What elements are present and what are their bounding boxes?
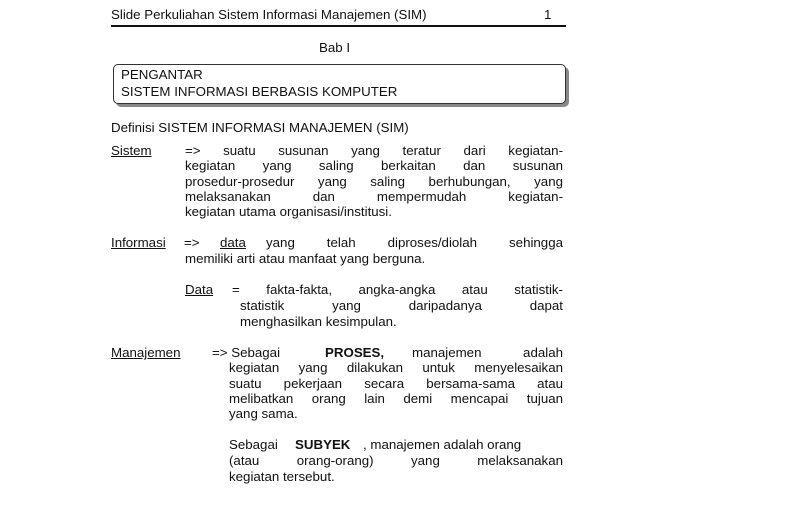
manajemen-line1-post: manajemen adalah <box>412 345 563 360</box>
data-line: statistik yang daripadanya dapat <box>240 298 563 313</box>
manajemen-proses: PROSES, <box>325 345 385 360</box>
term-data: Data <box>185 282 214 297</box>
data-line: = fakta-fakta, angka-angka atau statistik- <box>232 282 563 297</box>
manajemen-line: yang sama. <box>229 406 298 421</box>
term-informasi: Informasi <box>111 235 166 250</box>
term-sistem: Sistem <box>111 143 152 158</box>
manajemen-p2-line1-post: , manajemen adalah orang <box>363 437 522 452</box>
sistem-line: melaksanakan dan mempermudah kegiatan- <box>185 189 563 204</box>
box-line-1: PENGANTAR <box>121 67 203 82</box>
manajemen-p2-pre: Sebagai <box>229 437 278 452</box>
header-rule <box>111 25 566 27</box>
sistem-line: kegiatan utama organisasi/institusi. <box>185 204 392 219</box>
box-line-2: SISTEM INFORMASI BERBASIS KOMPUTER <box>121 84 398 99</box>
chapter-label: Bab I <box>319 40 351 55</box>
manajemen-line: kegiatan yang dilakukan untuk menyelesaikan <box>229 360 563 375</box>
sistem-line: prosedur-prosedur yang saling berhubungan, yang <box>185 174 563 189</box>
manajemen-line: kegiatan tersebut. <box>229 469 335 484</box>
manajemen-subyek: SUBYEK <box>295 437 351 452</box>
informasi-arrow: => <box>184 235 200 250</box>
informasi-line: memiliki arti atau manfaat yang berguna. <box>185 251 426 266</box>
header-title: Slide Perkuliahan Sistem Informasi Manajemen (SIM) <box>111 7 427 22</box>
term-manajemen: Manajemen <box>111 345 181 360</box>
page-number: 1 <box>544 7 552 22</box>
informasi-line: yang telah diproses/diolah sehingga <box>266 235 563 250</box>
manajemen-line: suatu pekerjaan secara bersama-sama atau <box>229 376 563 391</box>
manajemen-line: melibatkan orang lain demi mencapai tujuan <box>229 391 563 406</box>
manajemen-line1-pre: => Sebagai <box>212 345 281 360</box>
manajemen-line: (atau orang-orang) yang melaksanakan <box>229 453 563 468</box>
section-title: Definisi SISTEM INFORMASI MANAJEMEN (SIM) <box>111 120 409 135</box>
sistem-line: => suatu susunan yang teratur dari kegiatan- <box>185 143 563 158</box>
informasi-data-word: data <box>220 235 246 250</box>
sistem-line: kegiatan yang saling berkaitan dan susunan <box>185 158 563 173</box>
data-line: menghasilkan kesimpulan. <box>240 314 397 329</box>
